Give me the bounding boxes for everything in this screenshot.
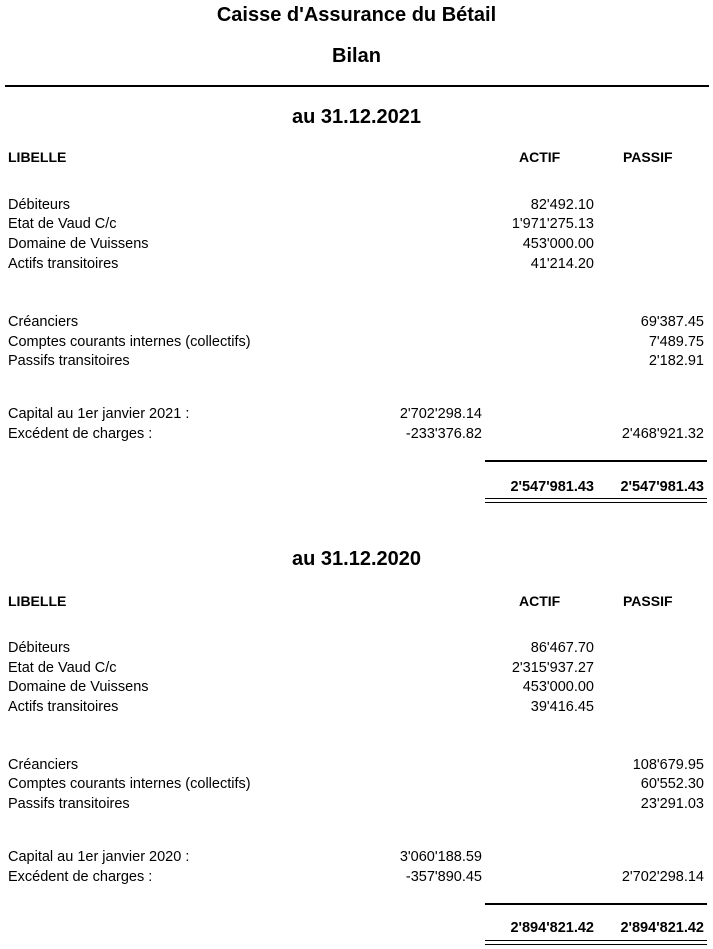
row-label: Créanciers bbox=[8, 314, 79, 330]
row-label: Débiteurs bbox=[8, 197, 71, 213]
row-actif-value: 39'416.45 bbox=[530, 699, 594, 715]
row-label: Domaine de Vuissens bbox=[8, 236, 149, 252]
result-passif-value: 2'468'921.32 bbox=[621, 426, 704, 442]
capital-label: Capital au 1er janvier 2020 : bbox=[8, 849, 190, 865]
row-label: Actifs transitoires bbox=[8, 699, 119, 715]
row-actif-value: 2'315'937.27 bbox=[511, 660, 594, 676]
result-label: Excédent de charges : bbox=[8, 869, 153, 885]
total-top-rule bbox=[485, 903, 707, 905]
column-header-libelle: LIBELLE bbox=[8, 149, 67, 165]
column-header-passif: PASSIF bbox=[623, 149, 673, 165]
column-header-passif: PASSIF bbox=[623, 593, 673, 609]
row-label: Passifs transitoires bbox=[8, 353, 130, 369]
row-passif-value: 108'679.95 bbox=[632, 757, 704, 773]
row-actif-value: 41'214.20 bbox=[530, 256, 594, 272]
header-rule bbox=[5, 85, 709, 87]
total-passif: 2'894'821.42 bbox=[620, 920, 704, 936]
total-passif: 2'547'981.43 bbox=[620, 479, 704, 495]
row-label: Débiteurs bbox=[8, 640, 71, 656]
capital-value: 3'060'188.59 bbox=[399, 849, 482, 865]
total-top-rule bbox=[485, 460, 707, 462]
row-passif-value: 69'387.45 bbox=[640, 314, 704, 330]
section-date-title: au 31.12.2021 bbox=[292, 106, 421, 128]
row-actif-value: 82'492.10 bbox=[530, 197, 594, 213]
row-actif-value: 453'000.00 bbox=[522, 236, 594, 252]
row-passif-value: 7'489.75 bbox=[648, 334, 704, 350]
row-passif-value: 60'552.30 bbox=[640, 776, 704, 792]
column-header-actif: ACTIF bbox=[519, 149, 561, 165]
total-double-rule-1 bbox=[485, 940, 707, 941]
row-label: Actifs transitoires bbox=[8, 256, 119, 272]
total-double-rule-1 bbox=[485, 498, 707, 499]
result-value: -357'890.45 bbox=[405, 869, 482, 885]
row-label: Etat de Vaud C/c bbox=[8, 660, 117, 676]
result-value: -233'376.82 bbox=[405, 426, 482, 442]
row-label: Passifs transitoires bbox=[8, 796, 130, 812]
result-label: Excédent de charges : bbox=[8, 426, 153, 442]
row-label: Comptes courants internes (collectifs) bbox=[8, 776, 251, 792]
row-passif-value: 23'291.03 bbox=[640, 796, 704, 812]
total-double-rule-2 bbox=[485, 502, 707, 503]
row-passif-value: 2'182.91 bbox=[648, 353, 704, 369]
column-header-libelle: LIBELLE bbox=[8, 593, 67, 609]
row-actif-value: 453'000.00 bbox=[522, 679, 594, 695]
row-label: Comptes courants internes (collectifs) bbox=[8, 334, 251, 350]
row-label: Domaine de Vuissens bbox=[8, 679, 149, 695]
column-header-actif: ACTIF bbox=[519, 593, 561, 609]
result-passif-value: 2'702'298.14 bbox=[621, 869, 704, 885]
section-date-title: au 31.12.2020 bbox=[292, 548, 421, 570]
row-actif-value: 86'467.70 bbox=[530, 640, 594, 656]
row-actif-value: 1'971'275.13 bbox=[511, 216, 594, 232]
capital-label: Capital au 1er janvier 2021 : bbox=[8, 406, 190, 422]
total-actif: 2'894'821.42 bbox=[510, 920, 594, 936]
document-title: Bilan bbox=[332, 45, 381, 67]
row-label: Etat de Vaud C/c bbox=[8, 216, 117, 232]
row-label: Créanciers bbox=[8, 757, 79, 773]
total-double-rule-2 bbox=[485, 944, 707, 945]
total-actif: 2'547'981.43 bbox=[510, 479, 594, 495]
capital-value: 2'702'298.14 bbox=[399, 406, 482, 422]
organization-title: Caisse d'Assurance du Bétail bbox=[216, 4, 497, 26]
